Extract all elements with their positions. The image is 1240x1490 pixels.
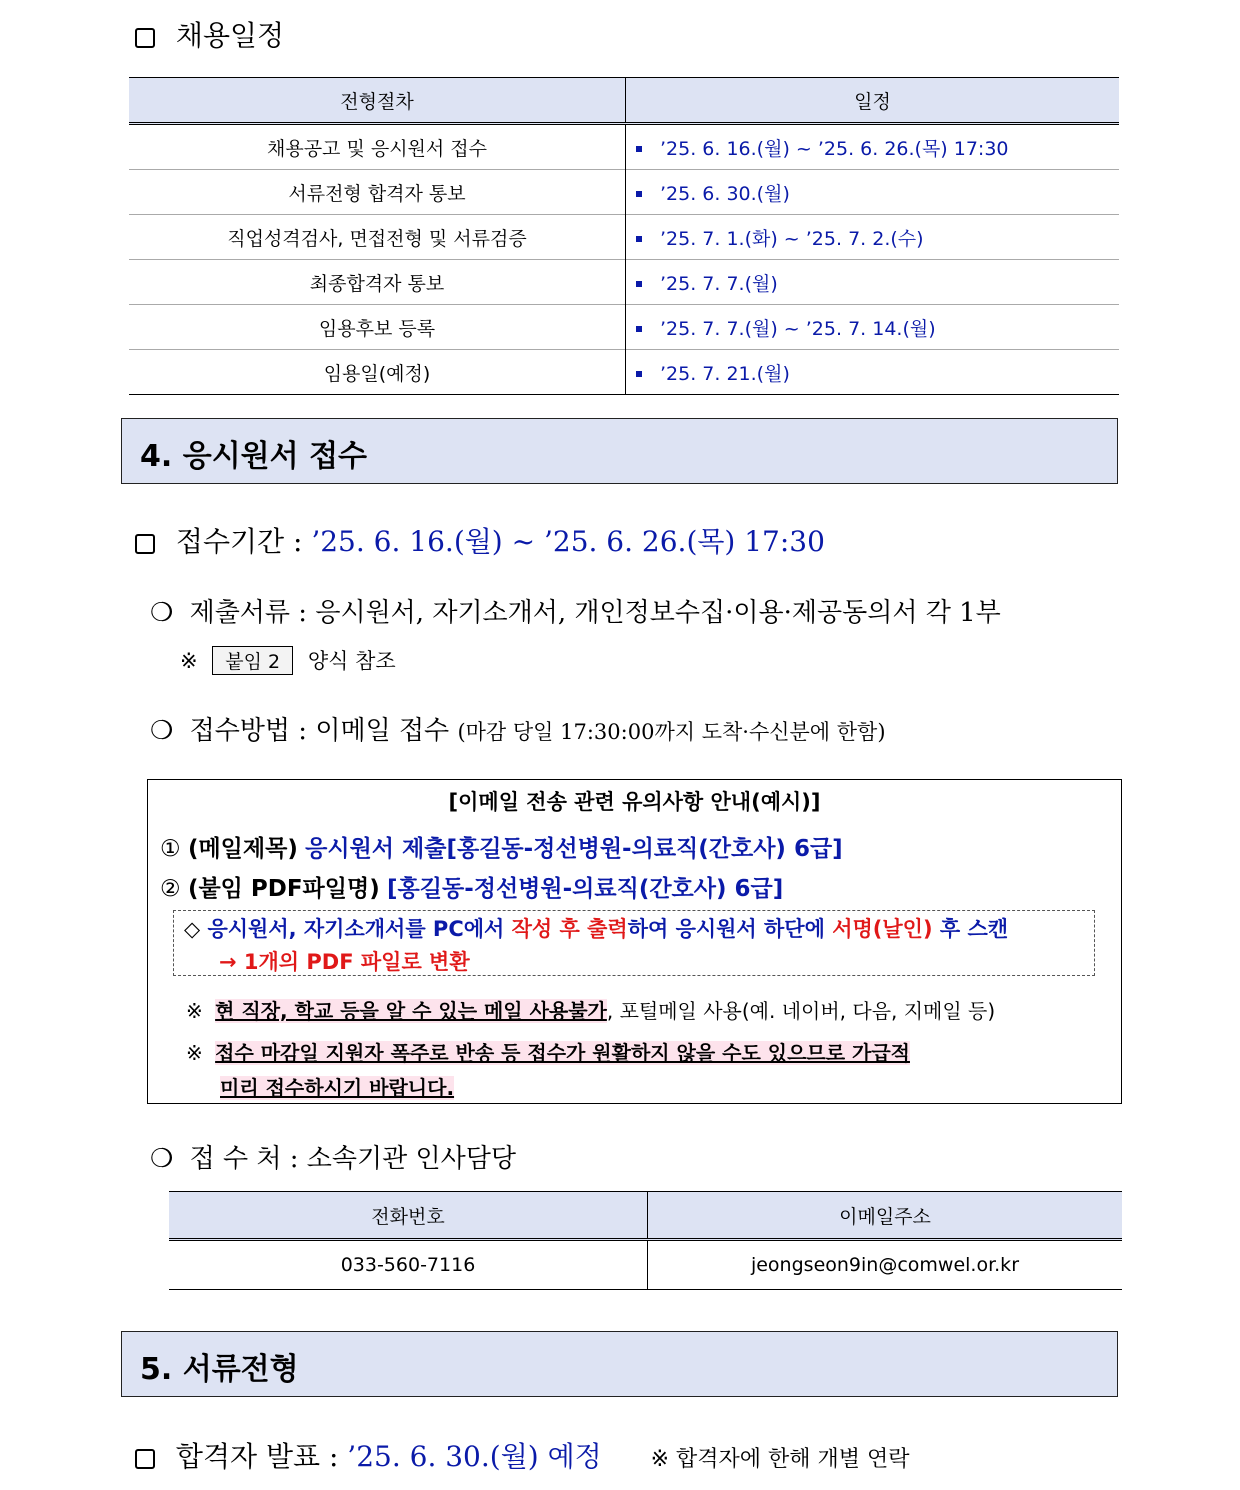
- step-cell: 임용일(예정): [129, 350, 626, 395]
- reference-mark: ※: [186, 1041, 203, 1065]
- date-cell: ’25. 7. 7.(월): [626, 260, 1120, 305]
- documents-line: ❍ 제출서류 : 응시원서, 자기소개서, 개인정보수집·이용·제공동의서 각 1부: [150, 598, 1001, 628]
- phone-cell: 033-560-7116: [169, 1240, 648, 1290]
- header-step: 전형절차: [129, 78, 626, 124]
- square-bullet-icon: [636, 191, 642, 197]
- schedule-table: [129, 77, 1119, 395]
- step-cell: 최종합격자 통보: [129, 260, 626, 305]
- diamond-note-box: ◇ 응시원서, 자기소개서를 PC에서 작성 후 출력하여 응시원서 하단에 서명(날인) 후 스캔 → 1개의 PDF 파일로 변환: [173, 910, 1095, 976]
- step-cell: 채용공고 및 응시원서 접수: [129, 124, 626, 170]
- circle-bullet-icon: ❍: [150, 598, 174, 628]
- period-line: 접수기간 : ’25. 6. 16.(월) ~ ’25. 6. 26.(목) 17:30: [135, 520, 825, 560]
- diamond-icon: ◇: [184, 917, 201, 941]
- square-bullet-icon: [135, 1449, 155, 1469]
- header-date: 일정: [626, 78, 1120, 124]
- square-bullet-icon: [636, 281, 642, 287]
- email-notice-box: [이메일 전송 관련 유의사항 안내(예시)] ① (메일제목) 응시원서 제출[홍길동-정선병원-의료직(간호사) 6급] ② (붙임 PDF파일명) [홍길동-정선병원-의료직(간호사) 6급] ◇ 응시원서, 자기소개서를 PC에서 작성 후 출력하여 응시원서 하단에 서명(날인) 후 스캔 → 1개의 PDF 파일로 변환 ※ 현 직장, 학교 등을 알 수 있는 메일 사용불가, 포털메일 사용(예. 네이버, 다음, 지메일 등) ※ 접수 마감일 지원자 폭주로 반송 등 접수가 원활하지 않을 수도 있으므로 가급적 미리 접수하시기 바랍니다.: [147, 779, 1122, 1104]
- attachment-note: ※ 붙임 2 양식 참조: [180, 645, 396, 675]
- contact-table: [169, 1191, 1122, 1290]
- table-row: [129, 350, 1119, 395]
- method-line: ❍ 접수방법 : 이메일 접수 (마감 당일 17:30:00까지 도착·수신분에 한함): [150, 716, 886, 746]
- date-cell: ’25. 6. 30.(월): [626, 170, 1120, 215]
- notice-item-2: ② (붙임 PDF파일명) [홍길동-정선병원-의료직(간호사) 6급]: [160, 876, 784, 902]
- attachment-badge: 붙임 2: [212, 646, 293, 675]
- section4-header: 4. 응시원서 접수: [121, 418, 1118, 484]
- date-cell: ’25. 7. 1.(화) ~ ’25. 7. 2.(수): [626, 215, 1120, 260]
- circle-bullet-icon: ❍: [150, 1144, 174, 1174]
- date-cell: ’25. 7. 7.(월) ~ ’25. 7. 14.(월): [626, 305, 1120, 350]
- notice-title: [이메일 전송 관련 유의사항 안내(예시)]: [448, 790, 821, 814]
- table-row: [169, 1240, 1122, 1290]
- table-header-row: [129, 78, 1119, 124]
- square-bullet-icon: [636, 236, 642, 242]
- notice-warning-1: ※ 현 직장, 학교 등을 알 수 있는 메일 사용불가, 포털메일 사용(예. 네이버, 다음, 지메일 등): [186, 999, 996, 1023]
- schedule-heading: 채용일정: [135, 14, 284, 54]
- date-cell: ’25. 7. 21.(월): [626, 350, 1120, 395]
- period-value: ’25. 6. 16.(월) ~ ’25. 6. 26.(목) 17:30: [311, 525, 825, 558]
- receiver-line: ❍ 접 수 처 : 소속기관 인사담당: [150, 1144, 516, 1174]
- table-row: [129, 215, 1119, 260]
- table-row: [129, 260, 1119, 305]
- notice-item-1: ① (메일제목) 응시원서 제출[홍길동-정선병원-의료직(간호사) 6급]: [160, 836, 843, 862]
- email-cell: jeongseon9in@comwel.or.kr: [648, 1240, 1123, 1290]
- section5-header: 5. 서류전형: [121, 1331, 1118, 1397]
- step-cell: 임용후보 등록: [129, 305, 626, 350]
- step-cell: 서류전형 합격자 통보: [129, 170, 626, 215]
- notice-warning-2: ※ 접수 마감일 지원자 폭주로 반송 등 접수가 원활하지 않을 수도 있으므로 가급적: [186, 1041, 910, 1065]
- table-row: [129, 124, 1119, 170]
- step-cell: 직업성격검사, 면접전형 및 서류검증: [129, 215, 626, 260]
- date-cell: ’25. 6. 16.(월) ~ ’25. 6. 26.(목) 17:30: [626, 124, 1120, 170]
- circle-bullet-icon: ❍: [150, 716, 174, 746]
- reference-mark: ※: [186, 999, 203, 1023]
- square-bullet-icon: [636, 326, 642, 332]
- square-bullet-icon: [636, 371, 642, 377]
- table-header-row: 전화번호 이메일주소: [169, 1192, 1122, 1240]
- table-row: [129, 305, 1119, 350]
- square-bullet-icon: [135, 534, 155, 554]
- square-bullet-icon: [135, 28, 155, 48]
- table-row: [129, 170, 1119, 215]
- result-line: 합격자 발표 : ’25. 6. 30.(월) 예정 ※ 합격자에 한해 개별 연락: [135, 1435, 910, 1475]
- square-bullet-icon: [636, 146, 642, 152]
